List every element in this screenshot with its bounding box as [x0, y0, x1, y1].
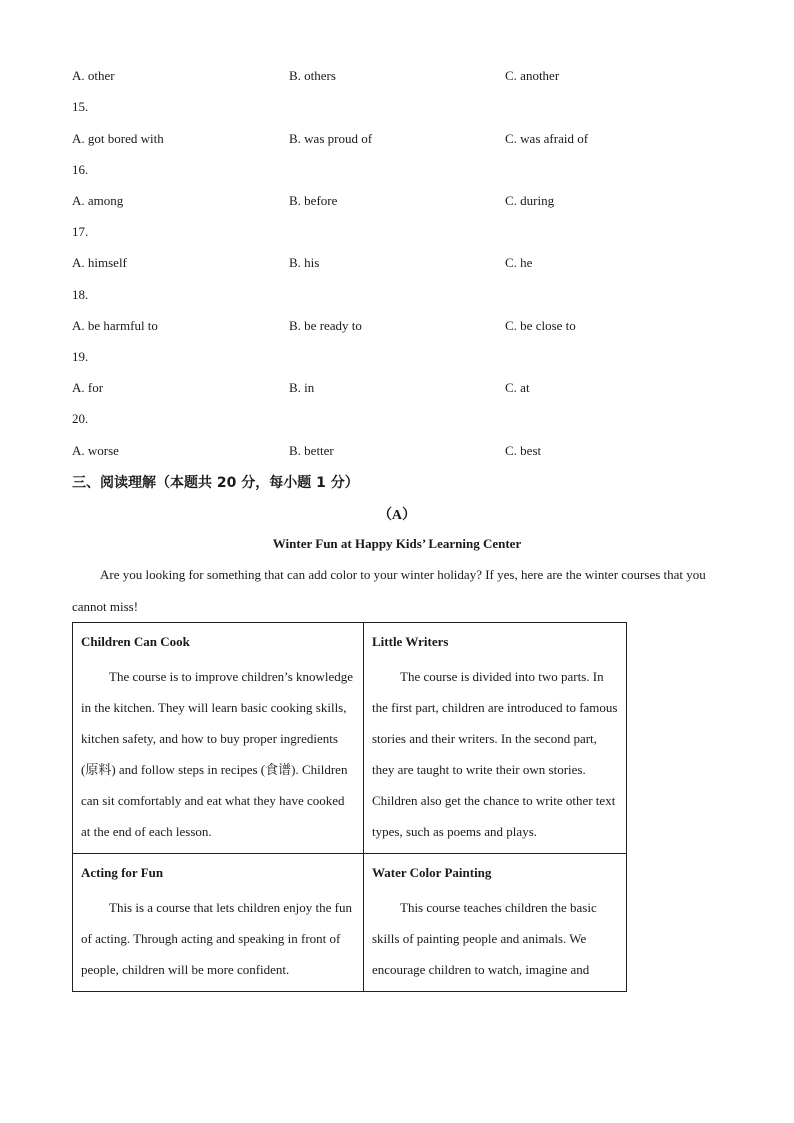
question-number: 18. — [72, 287, 89, 302]
question-options-row — [72, 255, 732, 277]
option-c: C. best — [505, 443, 542, 458]
course-title: Children Can Cook — [81, 634, 190, 649]
option-b: B. be ready to — [289, 318, 362, 333]
section-heading: 三、阅读理解（本题共 20 分，每小题 1 分） — [72, 475, 359, 491]
course-title: Acting for Fun — [81, 865, 164, 880]
option-b: B. better — [289, 443, 334, 458]
option-c: C. he — [505, 255, 533, 270]
question-options-row — [72, 131, 732, 153]
table-row — [73, 854, 627, 992]
option-c: C. was afraid of — [505, 131, 589, 146]
question-options-row — [72, 193, 732, 215]
option-b: B. was proud of — [289, 131, 373, 146]
option-c: C. be close to — [505, 318, 576, 333]
option-a: A. got bored with — [72, 131, 164, 146]
course-table — [72, 622, 627, 992]
option-b: B. his — [289, 255, 320, 270]
course-title: Little Writers — [372, 634, 449, 649]
option-a: A. himself — [72, 255, 127, 270]
question-options-row — [72, 68, 732, 90]
question-number: 17. — [72, 224, 89, 239]
course-description: This is a course that lets children enjoy the fun of acting. Through acting and speaking in front of people, children will be more confident. — [81, 900, 352, 977]
option-a: A. among — [72, 193, 124, 208]
option-b: B. others — [289, 68, 336, 83]
course-description: The course is divided into two parts. In the first part, children are introduced to famous stories and their writers. In the second part, they are taught to write their own stories. Children also get the chance to write other text types, such as poems and plays. — [372, 669, 618, 839]
option-c: C. another — [505, 68, 560, 83]
question-number: 16. — [72, 162, 89, 177]
option-c: C. during — [505, 193, 555, 208]
question-number: 15. — [72, 99, 89, 114]
option-a: A. be harmful to — [72, 318, 158, 333]
question-options-row — [72, 318, 732, 340]
course-title: Water Color Painting — [372, 865, 492, 880]
part-label: （A） — [377, 508, 417, 523]
question-options-row — [72, 380, 732, 402]
option-a: A. worse — [72, 443, 119, 458]
option-b: B. in — [289, 380, 315, 395]
course-description: This course teaches children the basic skills of painting people and animals. We encourage children to watch, imagine and — [372, 900, 597, 977]
course-cell — [364, 623, 627, 854]
course-cell — [73, 854, 364, 992]
option-b: B. before — [289, 193, 338, 208]
question-options-row — [72, 443, 732, 465]
question-number: 19. — [72, 349, 89, 364]
option-c: C. at — [505, 380, 530, 395]
question-number: 20. — [72, 411, 89, 426]
passage-title: Winter Fun at Happy Kids’ Learning Center — [272, 536, 522, 551]
option-a: A. for — [72, 380, 104, 395]
option-a: A. other — [72, 68, 115, 83]
table-row — [73, 623, 627, 854]
course-cell — [73, 623, 364, 854]
passage-intro: Are you looking for something that can add color to your winter holiday? If yes, here are the winter courses that you cannot miss! — [72, 567, 706, 614]
course-cell — [364, 854, 627, 992]
course-description: The course is to improve children’s knowledge in the kitchen. They will learn basic cooking skills, kitchen safety, and how to buy proper ingredients (原料) and follow steps in recipes (食谱). Children can sit comfortably and eat what they have cooked at the end of each lesson. — [81, 669, 354, 839]
